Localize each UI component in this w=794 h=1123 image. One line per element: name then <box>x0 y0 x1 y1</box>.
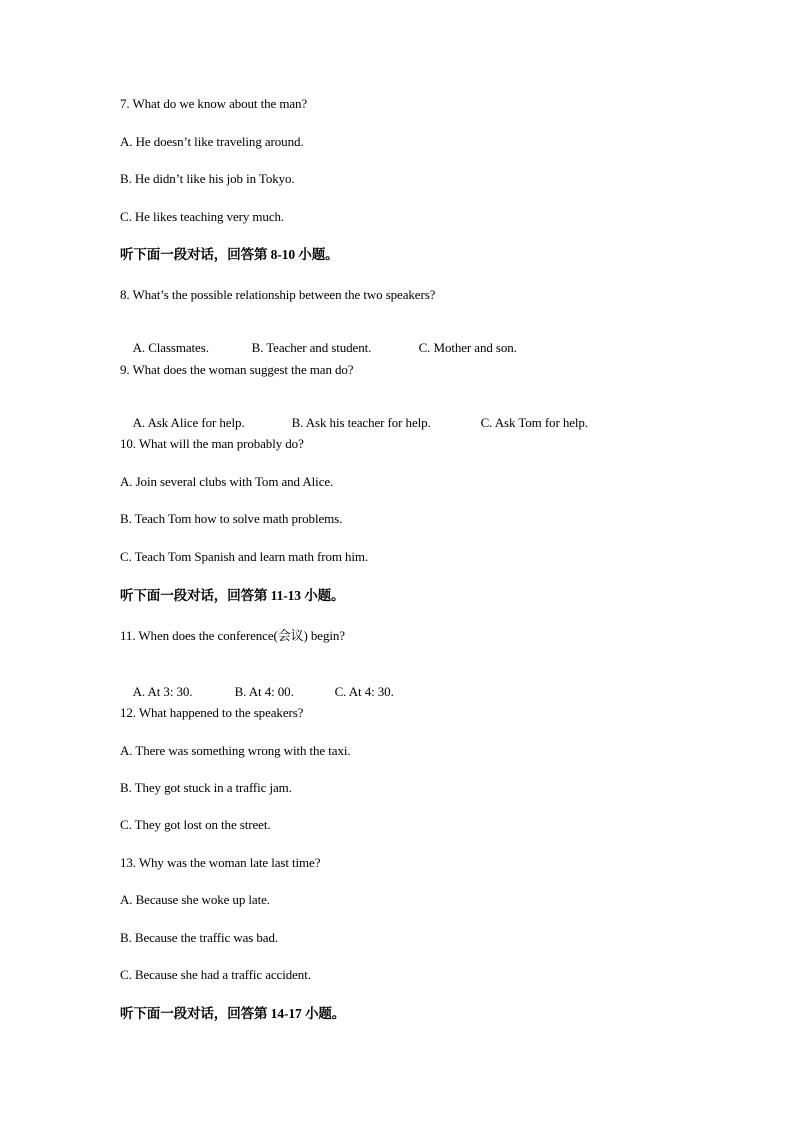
question-9: 9. What does the woman suggest the man do? <box>120 362 354 377</box>
q11-option-a: A. At 3: 30. <box>132 684 193 699</box>
question-8: 8. What’s the possible relationship between the two speakers? <box>120 287 436 302</box>
q8-option-a: A. Classmates. <box>132 340 209 355</box>
q7-option-c: C. He likes teaching very much. <box>120 209 285 224</box>
q9-option-b: B. Ask his teacher for help. <box>291 415 431 430</box>
section-heading-14-17: 听下面一段对话，回答第 14-17 小题。 <box>120 1006 346 1021</box>
q7-option-b: B. He didn’t like his job in Tokyo. <box>120 171 295 186</box>
q9-option-a: A. Ask Alice for help. <box>132 415 245 430</box>
q12-option-c: C. They got lost on the street. <box>120 817 271 832</box>
q8-option-c: C. Mother and son. <box>418 340 517 355</box>
q13-option-c: C. Because she had a traffic accident. <box>120 967 311 982</box>
question-13: 13. Why was the woman late last time? <box>120 855 321 870</box>
q10-option-c: C. Teach Tom Spanish and learn math from him. <box>120 549 369 564</box>
q8-option-b: B. Teacher and student. <box>251 340 372 355</box>
q12-option-b: B. They got stuck in a traffic jam. <box>120 780 292 795</box>
q13-option-a: A. Because she woke up late. <box>120 892 270 907</box>
q10-option-b: B. Teach Tom how to solve math problems. <box>120 511 343 526</box>
q7-option-a: A. He doesn’t like traveling around. <box>120 134 304 149</box>
question-7: 7. What do we know about the man? <box>120 96 308 111</box>
section-heading-8-10: 听下面一段对话，回答第 8-10 小题。 <box>120 247 339 262</box>
q13-option-b: B. Because the traffic was bad. <box>120 930 279 945</box>
q11-option-b: B. At 4: 00. <box>234 684 294 699</box>
q9-option-c: C. Ask Tom for help. <box>480 415 588 430</box>
section-heading-11-13: 听下面一段对话，回答第 11-13 小题。 <box>120 588 345 603</box>
q11-option-c: C. At 4: 30. <box>334 684 394 699</box>
question-11: 11. When does the conference(会议) begin? <box>120 628 345 643</box>
question-10: 10. What will the man probably do? <box>120 436 304 451</box>
question-12: 12. What happened to the speakers? <box>120 705 304 720</box>
q10-option-a: A. Join several clubs with Tom and Alice. <box>120 474 334 489</box>
q12-option-a: A. There was something wrong with the taxi. <box>120 743 351 758</box>
